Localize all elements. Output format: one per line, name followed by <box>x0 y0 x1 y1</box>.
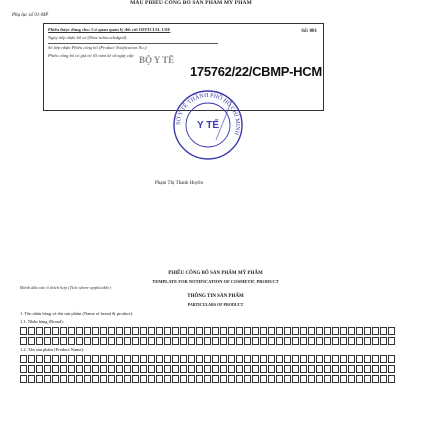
form-box[interactable] <box>28 365 35 373</box>
form-box[interactable] <box>220 355 227 363</box>
form-box[interactable] <box>292 337 299 345</box>
form-box[interactable] <box>148 327 155 335</box>
form-box[interactable] <box>340 355 347 363</box>
form-box[interactable] <box>276 375 283 383</box>
form-box[interactable] <box>20 365 27 373</box>
form-box[interactable] <box>244 375 251 383</box>
form-box[interactable] <box>76 327 83 335</box>
form-box[interactable] <box>260 327 267 335</box>
form-box[interactable] <box>84 337 91 345</box>
form-box[interactable] <box>148 365 155 373</box>
form-box[interactable] <box>244 355 251 363</box>
form-box[interactable] <box>292 375 299 383</box>
form-box[interactable] <box>116 327 123 335</box>
form-box[interactable] <box>124 375 131 383</box>
form-box[interactable] <box>196 327 203 335</box>
form-box[interactable] <box>44 327 51 335</box>
form-box[interactable] <box>204 327 211 335</box>
form-box[interactable] <box>300 355 307 363</box>
form-box[interactable] <box>316 337 323 345</box>
form-box[interactable] <box>164 337 171 345</box>
form-box[interactable] <box>236 327 243 335</box>
form-box[interactable] <box>188 337 195 345</box>
form-box[interactable] <box>212 337 219 345</box>
form-box[interactable] <box>100 327 107 335</box>
form-box[interactable] <box>196 375 203 383</box>
form-box[interactable] <box>284 337 291 345</box>
form-box[interactable] <box>308 375 315 383</box>
form-box[interactable] <box>260 337 267 345</box>
doc-subtitle: THÔNG TIN SẢN PHẨM <box>187 294 244 299</box>
notification-number: 175762/22/CBMP-HCM <box>190 64 322 79</box>
form-box[interactable] <box>212 365 219 373</box>
form-box[interactable] <box>156 365 163 373</box>
receipt-line-2: Ngày tiếp nhận hồ sơ (Date acknowledged): <box>48 35 128 40</box>
form-box[interactable] <box>20 375 27 383</box>
form-box[interactable] <box>332 337 339 345</box>
form-box[interactable] <box>204 337 211 345</box>
form-box[interactable] <box>60 327 67 335</box>
form-box[interactable] <box>60 355 67 363</box>
form-box[interactable] <box>364 327 371 335</box>
form-box[interactable] <box>316 327 323 335</box>
form-box[interactable] <box>52 355 59 363</box>
form-box[interactable] <box>44 375 51 383</box>
form-box[interactable] <box>132 365 139 373</box>
receipt-line-1: Phiếu được dùng cho: Cơ quan quản lý đối với OFFICIAL USE <box>48 27 171 32</box>
form-box[interactable] <box>244 337 251 345</box>
form-box[interactable] <box>324 375 331 383</box>
form-box[interactable] <box>348 327 355 335</box>
receipt-line-3: Số tiếp nhận Phiếu công bố (Product Notification No.): <box>48 45 148 50</box>
form-box[interactable] <box>116 337 123 345</box>
form-box[interactable] <box>308 355 315 363</box>
form-box[interactable] <box>228 355 235 363</box>
form-box[interactable] <box>84 355 91 363</box>
form-box[interactable] <box>68 375 75 383</box>
form-box[interactable] <box>132 375 139 383</box>
form-box[interactable] <box>116 375 123 383</box>
form-box[interactable] <box>276 337 283 345</box>
form-box[interactable] <box>76 355 83 363</box>
seal-ring-text: SỞ Y TẾ THÀNH PHỐ HỒ CHÍ MINH <box>175 92 241 136</box>
form-box[interactable] <box>172 337 179 345</box>
form-box[interactable] <box>196 365 203 373</box>
form-box[interactable] <box>340 375 347 383</box>
form-box[interactable] <box>324 327 331 335</box>
form-box[interactable] <box>68 365 75 373</box>
form-box[interactable] <box>164 327 171 335</box>
form-box[interactable] <box>220 337 227 345</box>
form-box[interactable] <box>196 355 203 363</box>
form-box[interactable] <box>268 355 275 363</box>
form-box[interactable] <box>324 337 331 345</box>
product-grid-row-3 <box>20 375 396 383</box>
form-box[interactable] <box>76 365 83 373</box>
form-box[interactable] <box>172 365 179 373</box>
form-box[interactable] <box>388 375 395 383</box>
form-box[interactable] <box>356 375 363 383</box>
form-box[interactable] <box>276 327 283 335</box>
form-box[interactable] <box>172 375 179 383</box>
form-box[interactable] <box>284 375 291 383</box>
form-box[interactable] <box>340 337 347 345</box>
form-box[interactable] <box>116 355 123 363</box>
form-box[interactable] <box>100 337 107 345</box>
form-box[interactable] <box>108 375 115 383</box>
form-box[interactable] <box>180 337 187 345</box>
form-box[interactable] <box>268 337 275 345</box>
form-box[interactable] <box>60 365 67 373</box>
receipt-stamp: BỘ Y TẾ <box>139 55 175 65</box>
form-box[interactable] <box>28 337 35 345</box>
form-box[interactable] <box>188 375 195 383</box>
section-1: 1. Tên nhãn hàng và tên sản phẩm (Name of brand & product): <box>20 311 134 316</box>
form-box[interactable] <box>284 365 291 373</box>
form-box[interactable] <box>180 355 187 363</box>
form-box[interactable] <box>28 327 35 335</box>
receipt-corner-mark: Số: 001 <box>301 29 317 34</box>
form-box[interactable] <box>268 327 275 335</box>
form-code: Phụ lục số 01-MP <box>12 13 49 18</box>
form-box[interactable] <box>124 355 131 363</box>
form-box[interactable] <box>124 365 131 373</box>
form-box[interactable] <box>84 365 91 373</box>
form-box[interactable] <box>100 365 107 373</box>
form-box[interactable] <box>244 365 251 373</box>
form-box[interactable] <box>116 365 123 373</box>
form-box[interactable] <box>260 375 267 383</box>
form-box[interactable] <box>68 337 75 345</box>
seal-center-text: Y TẾ <box>196 120 220 131</box>
form-box[interactable] <box>364 337 371 345</box>
form-box[interactable] <box>20 355 27 363</box>
form-box[interactable] <box>20 337 27 345</box>
doc-note: Đánh dấu vào ô thích hợp (Tick where applicable) <box>20 285 111 290</box>
doc-subtitle-en: PARTICULARS OF PRODUCT <box>187 302 244 307</box>
form-box[interactable] <box>140 365 147 373</box>
form-box[interactable] <box>332 355 339 363</box>
form-box[interactable] <box>108 355 115 363</box>
form-box[interactable] <box>356 327 363 335</box>
product-grid-row-1 <box>20 355 396 363</box>
form-box[interactable] <box>372 375 379 383</box>
form-box[interactable] <box>44 365 51 373</box>
form-box[interactable] <box>372 355 379 363</box>
form-box[interactable] <box>124 327 131 335</box>
form-box[interactable] <box>340 327 347 335</box>
form-box[interactable] <box>92 375 99 383</box>
doc-template-title: TEMPLATE FOR NOTIFICATION OF COSMETIC PRODUCT <box>152 279 279 284</box>
doc-country-title: PHIẾU CÔNG BỐ SẢN PHẨM MỸ PHẨM <box>168 271 263 276</box>
form-box[interactable] <box>292 355 299 363</box>
form-box[interactable] <box>348 365 355 373</box>
form-box[interactable] <box>252 337 259 345</box>
form-box[interactable] <box>132 337 139 345</box>
form-box[interactable] <box>28 355 35 363</box>
form-box[interactable] <box>204 375 211 383</box>
form-box[interactable] <box>60 337 67 345</box>
form-box[interactable] <box>188 365 195 373</box>
form-box[interactable] <box>316 365 323 373</box>
form-box[interactable] <box>28 375 35 383</box>
form-box[interactable] <box>156 375 163 383</box>
form-box[interactable] <box>172 327 179 335</box>
form-box[interactable] <box>92 327 99 335</box>
form-box[interactable] <box>284 355 291 363</box>
form-box[interactable] <box>308 327 315 335</box>
form-box[interactable] <box>276 355 283 363</box>
form-box[interactable] <box>188 327 195 335</box>
form-box[interactable] <box>196 337 203 345</box>
form-box[interactable] <box>236 375 243 383</box>
form-box[interactable] <box>348 375 355 383</box>
form-box[interactable] <box>44 355 51 363</box>
form-box[interactable] <box>84 375 91 383</box>
form-box[interactable] <box>388 355 395 363</box>
form-box[interactable] <box>244 327 251 335</box>
form-box[interactable] <box>276 365 283 373</box>
form-box[interactable] <box>284 327 291 335</box>
form-box[interactable] <box>252 375 259 383</box>
form-box[interactable] <box>252 365 259 373</box>
form-box[interactable] <box>156 355 163 363</box>
form-box[interactable] <box>140 355 147 363</box>
form-box[interactable] <box>156 327 163 335</box>
form-box[interactable] <box>212 327 219 335</box>
form-box[interactable] <box>388 337 395 345</box>
form-box[interactable] <box>220 327 227 335</box>
form-box[interactable] <box>236 365 243 373</box>
form-box[interactable] <box>36 327 43 335</box>
form-box[interactable] <box>20 327 27 335</box>
form-box[interactable] <box>60 375 67 383</box>
form-box[interactable] <box>356 337 363 345</box>
form-box[interactable] <box>348 337 355 345</box>
form-box[interactable] <box>132 327 139 335</box>
product-grid-row-2 <box>20 365 396 373</box>
form-box[interactable] <box>380 375 387 383</box>
section-1-1: 1.1. Nhãn hàng (Brand): <box>20 319 64 324</box>
brand-grid-row-1 <box>20 327 396 335</box>
form-box[interactable] <box>108 365 115 373</box>
form-box[interactable] <box>180 375 187 383</box>
form-box[interactable] <box>260 365 267 373</box>
form-box[interactable] <box>268 375 275 383</box>
form-box[interactable] <box>212 375 219 383</box>
top-header: MẪU PHIẾU CÔNG BỐ SẢN PHẨM MỸ PHẨM <box>130 0 252 6</box>
form-box[interactable] <box>260 355 267 363</box>
form-box[interactable] <box>364 375 371 383</box>
form-box[interactable] <box>388 365 395 373</box>
form-box[interactable] <box>84 327 91 335</box>
form-box[interactable] <box>220 365 227 373</box>
receipt-line-4: Phiếu công bố có giá trị 05 năm kể từ ngày cấp <box>48 53 134 58</box>
form-box[interactable] <box>300 375 307 383</box>
form-box[interactable] <box>380 327 387 335</box>
form-box[interactable] <box>164 375 171 383</box>
form-box[interactable] <box>36 375 43 383</box>
form-box[interactable] <box>332 365 339 373</box>
form-box[interactable] <box>252 327 259 335</box>
form-box[interactable] <box>228 337 235 345</box>
form-box[interactable] <box>316 375 323 383</box>
form-box[interactable] <box>236 355 243 363</box>
form-box[interactable] <box>108 337 115 345</box>
form-box[interactable] <box>372 337 379 345</box>
form-box[interactable] <box>36 337 43 345</box>
form-box[interactable] <box>388 327 395 335</box>
form-box[interactable] <box>140 337 147 345</box>
form-box[interactable] <box>316 355 323 363</box>
form-box[interactable] <box>268 365 275 373</box>
form-box[interactable] <box>204 355 211 363</box>
form-box[interactable] <box>340 365 347 373</box>
form-box[interactable] <box>372 365 379 373</box>
official-seal <box>98 80 318 170</box>
form-box[interactable] <box>156 337 163 345</box>
form-box[interactable] <box>380 337 387 345</box>
form-box[interactable] <box>76 337 83 345</box>
form-box[interactable] <box>100 355 107 363</box>
form-box[interactable] <box>300 365 307 373</box>
form-box[interactable] <box>292 365 299 373</box>
form-box[interactable] <box>180 365 187 373</box>
form-box[interactable] <box>356 365 363 373</box>
form-box[interactable] <box>292 327 299 335</box>
form-box[interactable] <box>380 355 387 363</box>
form-box[interactable] <box>52 327 59 335</box>
form-box[interactable] <box>188 355 195 363</box>
form-box[interactable] <box>140 375 147 383</box>
form-box[interactable] <box>36 365 43 373</box>
form-box[interactable] <box>92 337 99 345</box>
form-box[interactable] <box>220 375 227 383</box>
form-box[interactable] <box>380 365 387 373</box>
form-box[interactable] <box>164 355 171 363</box>
form-box[interactable] <box>100 375 107 383</box>
form-box[interactable] <box>212 355 219 363</box>
section-1-2: 1.2. Tên sản phẩm (Product Name): <box>20 347 85 352</box>
form-box[interactable] <box>172 355 179 363</box>
form-box[interactable] <box>372 327 379 335</box>
form-box[interactable] <box>44 337 51 345</box>
form-box[interactable] <box>180 327 187 335</box>
form-box[interactable] <box>52 337 59 345</box>
form-box[interactable] <box>332 327 339 335</box>
form-box[interactable] <box>52 365 59 373</box>
form-box[interactable] <box>68 327 75 335</box>
form-box[interactable] <box>324 355 331 363</box>
form-box[interactable] <box>308 365 315 373</box>
form-box[interactable] <box>252 355 259 363</box>
form-box[interactable] <box>52 375 59 383</box>
form-box[interactable] <box>148 355 155 363</box>
signer-name: Phạm Thị Thanh Huyền <box>155 181 204 186</box>
form-box[interactable] <box>68 355 75 363</box>
form-box[interactable] <box>364 355 371 363</box>
form-box[interactable] <box>148 375 155 383</box>
receipt-divider <box>48 43 218 44</box>
form-box[interactable] <box>300 337 307 345</box>
form-box[interactable] <box>92 355 99 363</box>
form-box[interactable] <box>364 365 371 373</box>
form-box[interactable] <box>92 365 99 373</box>
form-box[interactable] <box>228 327 235 335</box>
form-box[interactable] <box>124 337 131 345</box>
form-box[interactable] <box>108 327 115 335</box>
brand-grid-row-2 <box>20 337 396 345</box>
form-box[interactable] <box>204 365 211 373</box>
form-box[interactable] <box>76 375 83 383</box>
form-box[interactable] <box>36 355 43 363</box>
form-box[interactable] <box>332 375 339 383</box>
form-box[interactable] <box>324 365 331 373</box>
form-box[interactable] <box>348 355 355 363</box>
form-box[interactable] <box>148 337 155 345</box>
form-box[interactable] <box>308 337 315 345</box>
form-box[interactable] <box>356 355 363 363</box>
form-box[interactable] <box>228 375 235 383</box>
form-box[interactable] <box>140 327 147 335</box>
form-box[interactable] <box>228 365 235 373</box>
form-box[interactable] <box>300 327 307 335</box>
form-box[interactable] <box>164 365 171 373</box>
form-box[interactable] <box>132 355 139 363</box>
form-box[interactable] <box>236 337 243 345</box>
